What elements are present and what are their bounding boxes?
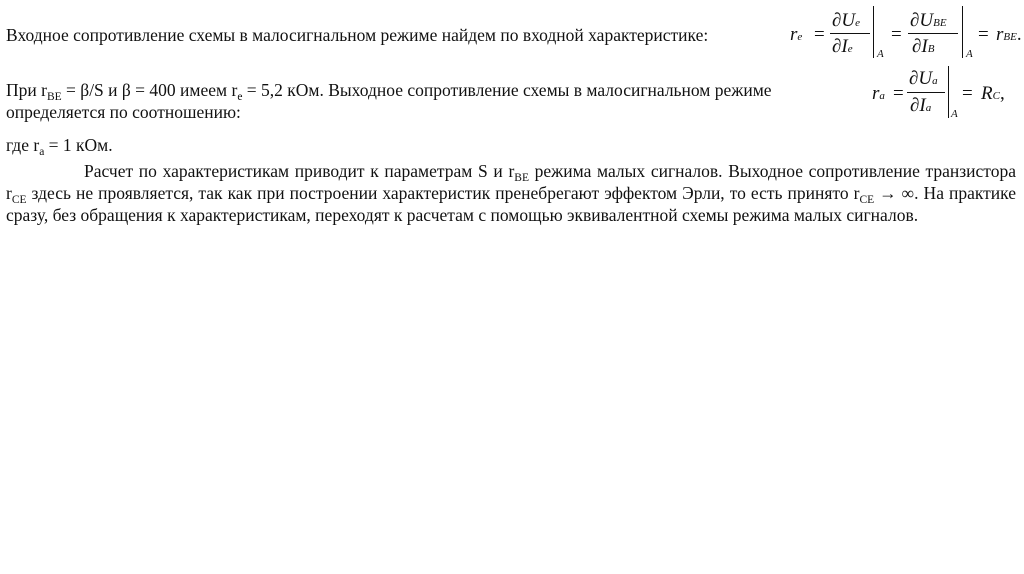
ra-value-text <box>6 135 113 162</box>
relation-text-content: определяется по соотношению: <box>6 102 241 122</box>
evaluation-bar-2 <box>962 6 963 58</box>
formula1-rhs: rBE. <box>996 24 1022 45</box>
formula1-lhs: re <box>790 24 803 45</box>
body-paragraph <box>6 160 1016 226</box>
ra-value-part1: где r <box>6 135 40 155</box>
fraction-bar-3 <box>907 92 945 93</box>
relation-text <box>6 102 241 122</box>
para-sub-ce1: CE <box>11 194 27 206</box>
evaluation-bar-3 <box>948 66 949 118</box>
para-part4: → ∞. На практике сразу, без обращения к характеристикам, переходят к расчетам с помощью эквивалентной схемы режима малых сигналов. <box>6 183 1016 225</box>
evaluation-bar-1 <box>873 6 874 58</box>
para-part3: здесь не проявляется, так как при построении характеристик пренебрегают эффектом Эрли, то есть принято r <box>26 183 860 203</box>
params-text-part2: = β/S и β = 400 имеем r <box>61 80 238 100</box>
formula2-denominator: ∂Ia <box>910 95 932 116</box>
formula1-denominator2: ∂IB <box>912 36 935 57</box>
formula2-lhs: ra <box>872 83 885 104</box>
para-part2: режима малых сигналов. Выходное сопротивление транзистора r <box>6 161 1016 203</box>
para-sub-ce2: CE <box>859 194 875 206</box>
ra-sub-a: a <box>39 146 45 158</box>
formula2-numerator: ∂Ua <box>909 68 938 89</box>
params-sub-e: e <box>237 91 243 103</box>
formula2-at: A <box>951 108 958 120</box>
para-part1: Расчет по характеристикам приводит к параметрам S и r <box>84 161 515 181</box>
formula1-eq1: = <box>814 24 825 45</box>
params-text-part3: = 5,2 кОм. Выходное сопротивление схемы в малосигнальном режиме <box>242 80 772 100</box>
formula1-numerator2: ∂UBE <box>910 10 947 31</box>
fraction-bar-1 <box>830 33 870 34</box>
formula1-at1: A <box>877 48 884 60</box>
formula2-rhs: RC, <box>981 83 1005 104</box>
formula2-eq1: = <box>893 83 904 104</box>
para-sub-be: BE <box>514 172 529 184</box>
intro-text-content: Входное сопротивление схемы в малосигнальном режиме найдем по входной характеристике: <box>6 25 709 45</box>
formula1-eq3: = <box>978 24 989 45</box>
intro-text <box>6 25 708 45</box>
params-sub-be: BE <box>46 91 62 103</box>
formula1-denominator1: ∂Ie <box>832 36 853 57</box>
formula1-eq2: = <box>891 24 902 45</box>
params-text-part1: При r <box>6 80 47 100</box>
formula2-eq2: = <box>962 83 973 104</box>
formula1-at2: A <box>966 48 973 60</box>
fraction-bar-2 <box>908 33 958 34</box>
formula1-numerator1: ∂Ue <box>832 10 861 31</box>
ra-value-part2: = 1 кОм. <box>44 135 113 155</box>
